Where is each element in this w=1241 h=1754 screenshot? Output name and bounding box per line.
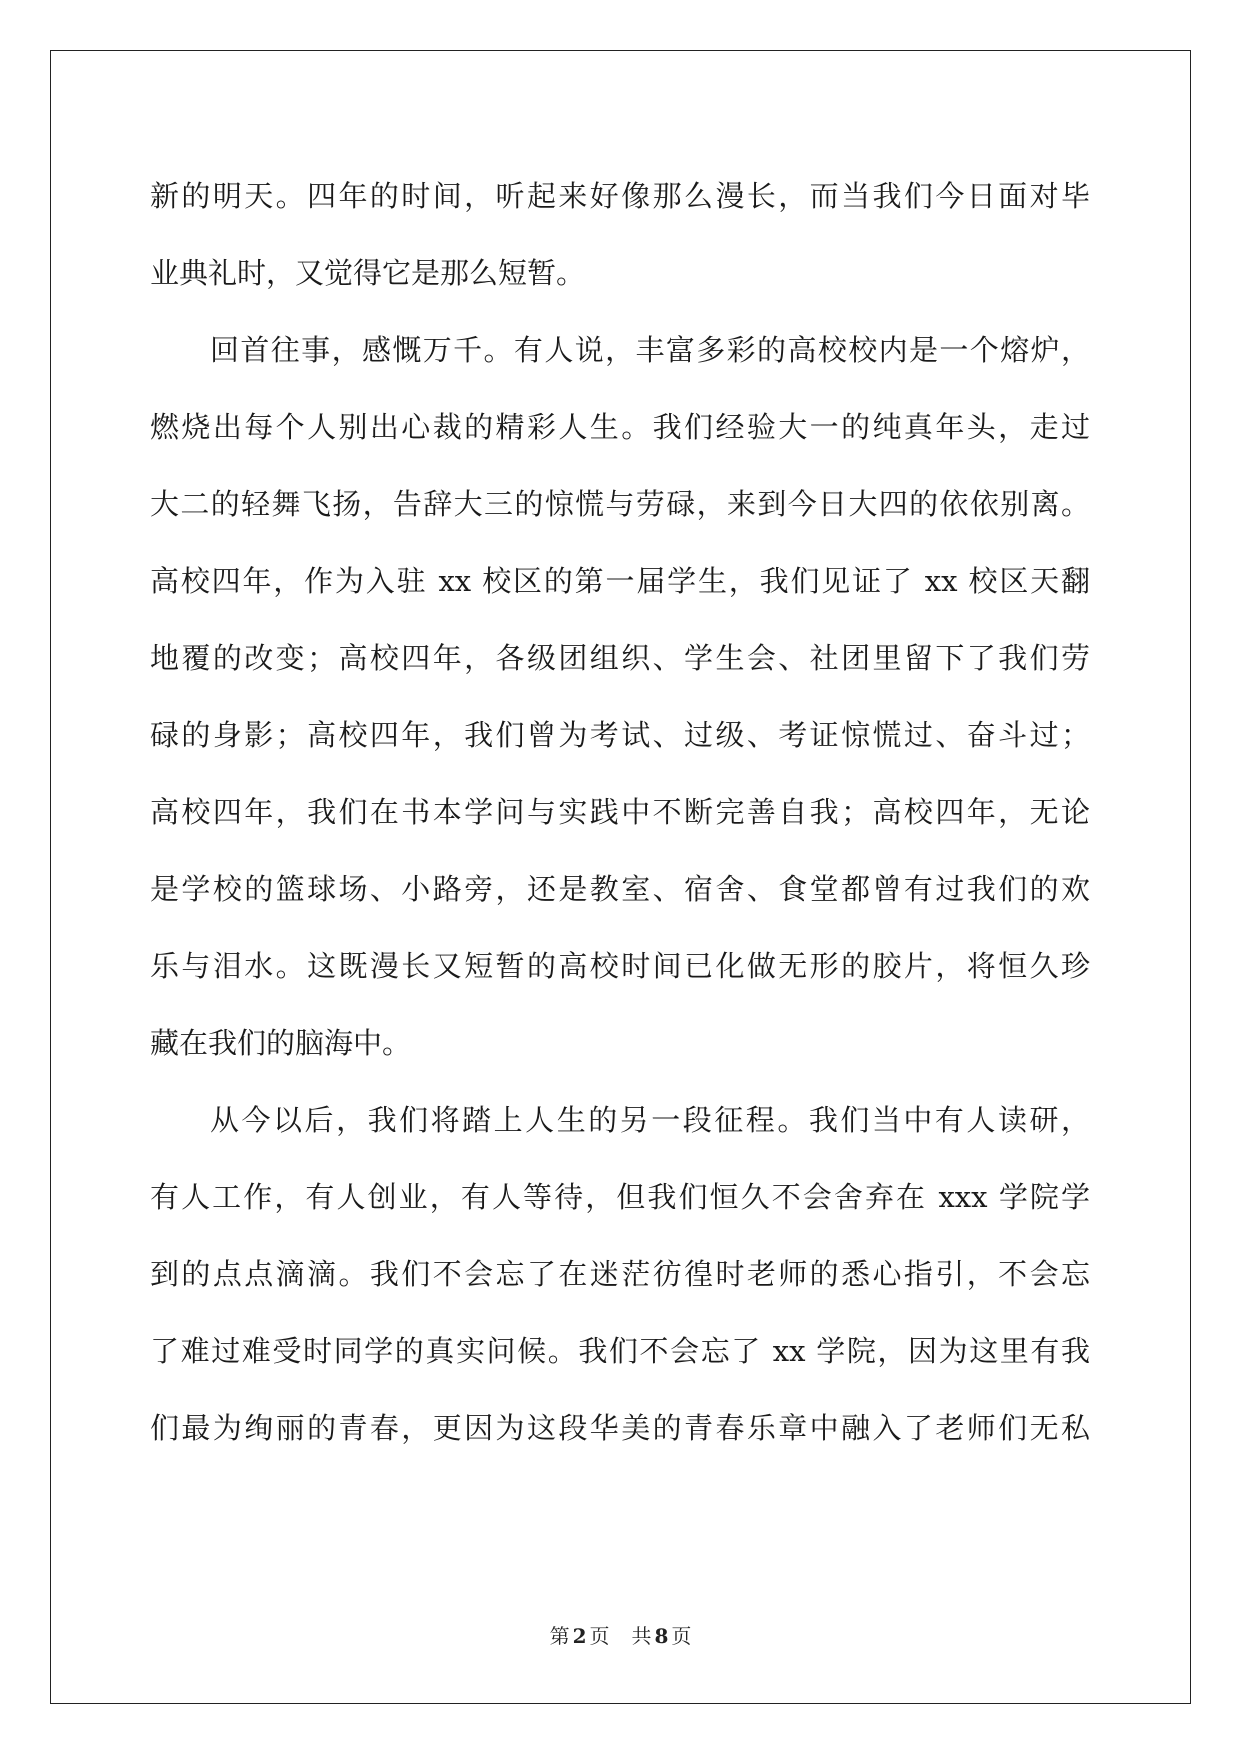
total-unit: 页 xyxy=(671,1624,692,1648)
text-line: 到的点点滴滴。我们不会忘了在迷茫彷徨时老师的悉心指引，不会忘 xyxy=(150,1257,1090,1291)
text-line: 新的明天。四年的时间，听起来好像那么漫长，而当我们今日面对毕 xyxy=(150,179,1090,213)
text-line: 地覆的改变；高校四年，各级团组织、学生会、社团里留下了我们劳 xyxy=(150,641,1090,675)
text-line: 高校四年，我们在书本学问与实践中不断完善自我；高校四年，无论 xyxy=(150,795,1090,829)
text-line: 碌的身影；高校四年，我们曾为考试、过级、考证惊慌过、奋斗过； xyxy=(150,718,1090,752)
text-line: 大二的轻舞飞扬，告辞大三的惊慌与劳碌，来到今日大四的依依别离。 xyxy=(150,487,1090,521)
text-line: 藏在我们的脑海中。 xyxy=(150,1026,412,1060)
current-page-number: 2 xyxy=(572,1624,587,1648)
text-line: 业典礼时，又觉得它是那么短暂。 xyxy=(150,256,586,290)
paragraph-start-line: 从今以后，我们将踏上人生的另一段征程。我们当中有人读研， xyxy=(210,1103,1090,1137)
page-unit: 页 xyxy=(589,1624,610,1648)
page-footer xyxy=(0,1620,1241,1649)
document-body xyxy=(150,158,1090,1467)
text-line: 有人工作，有人创业，有人等待，但我们恒久不会舍弃在 xxx 学院学 xyxy=(150,1180,1090,1214)
text-line: 高校四年，作为入驻 xx 校区的第一届学生，我们见证了 xx 校区天翻 xyxy=(150,564,1090,598)
paragraph-start-line: 回首往事，感慨万千。有人说，丰富多彩的高校校内是一个熔炉， xyxy=(210,333,1090,367)
text-line: 了难过难受时同学的真实问候。我们不会忘了 xx 学院，因为这里有我 xyxy=(150,1334,1090,1368)
total-page-number: 8 xyxy=(654,1624,669,1648)
total-prefix: 共 xyxy=(631,1624,652,1648)
text-line: 是学校的篮球场、小路旁，还是教室、宿舍、食堂都曾有过我们的欢 xyxy=(150,872,1090,906)
text-line: 乐与泪水。这既漫长又短暂的高校时间已化做无形的胶片，将恒久珍 xyxy=(150,949,1090,983)
text-line: 燃烧出每个人别出心裁的精彩人生。我们经验大一的纯真年头，走过 xyxy=(150,410,1090,444)
page-prefix: 第 xyxy=(549,1624,570,1648)
text-line: 们最为绚丽的青春，更因为这段华美的青春乐章中融入了老师们无私 xyxy=(150,1411,1090,1445)
